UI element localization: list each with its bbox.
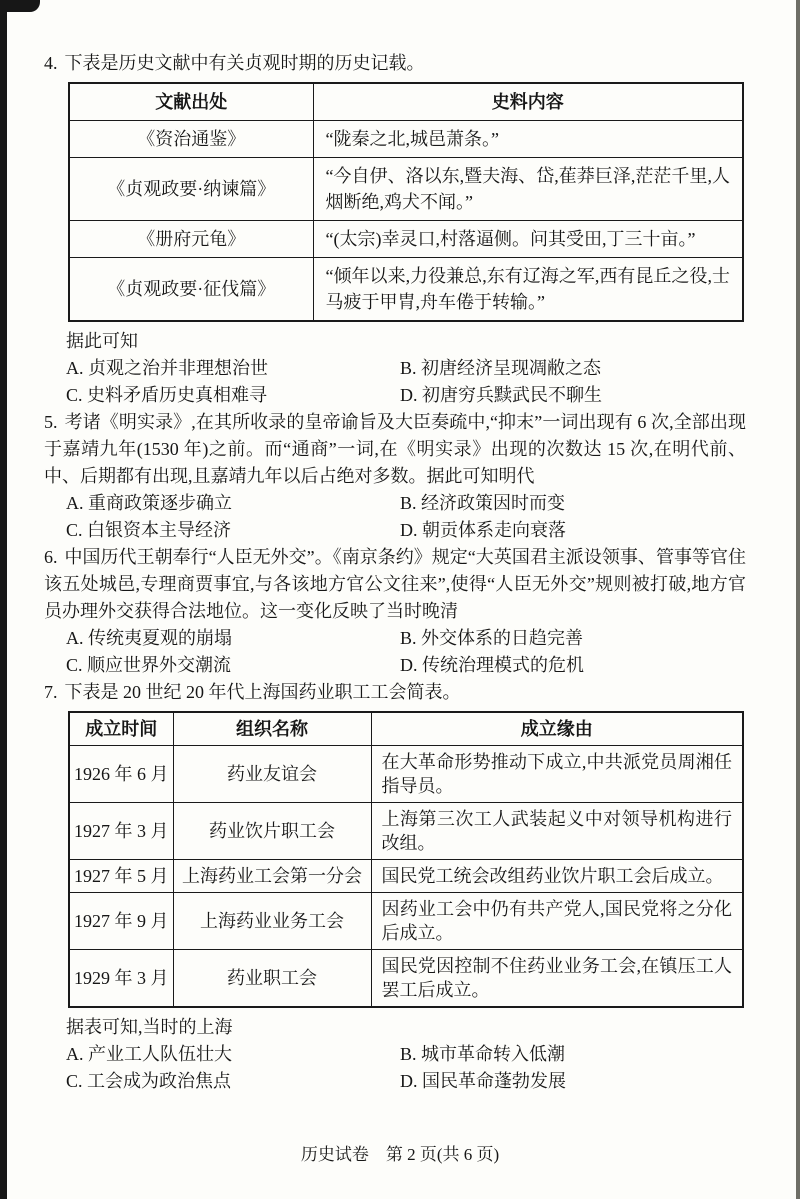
table-row: [69, 950, 743, 1008]
table-cell-name: 药业友谊会: [173, 746, 371, 803]
scan-corner-artifact: [0, 0, 40, 12]
scan-edge-right: [796, 0, 800, 1199]
page-footer: 历史试卷 第 2 页(共 6 页): [300, 1145, 500, 1164]
question-4: [44, 50, 746, 409]
question-7-number: 7.: [44, 682, 58, 702]
table-cell-time: 1927 年 9 月: [69, 893, 173, 950]
option-a: A. 贞观之治并非理想治世: [66, 358, 268, 378]
table-cell-reason: 国民党因控制不住药业业务工会,在镇压工人罢工后成立。: [371, 950, 743, 1008]
option-b: B. 初唐经济呈现凋敝之态: [400, 358, 602, 378]
option-b: B. 外交体系的日趋完善: [400, 628, 584, 648]
question-4-prompt: 据此可知: [66, 331, 138, 351]
question-5-options: [66, 490, 746, 544]
option-c: C. 史料矛盾历史真相难寻: [66, 385, 268, 405]
table-cell-content: “倾年以来,力役兼总,东有辽海之军,西有昆丘之役,士马疲于甲胄,舟车倦于转输。”: [313, 258, 743, 322]
table-cell-name: 药业职工会: [173, 950, 371, 1008]
option-c: C. 工会成为政治焦点: [66, 1071, 232, 1091]
table-cell-name: 上海药业工会第一分会: [173, 860, 371, 893]
scan-edge-left: [0, 0, 7, 1199]
page-content: [44, 50, 746, 1095]
table-cell-reason: 上海第三次工人武装起义中对领导机构进行改组。: [371, 803, 743, 860]
question-5: [44, 409, 746, 544]
question-5-number: 5.: [44, 412, 58, 432]
table-cell-reason: 在大革命形势推动下成立,中共派党员周湘任指导员。: [371, 746, 743, 803]
question-6-options: [66, 625, 746, 679]
table-header-cell: 组织名称: [173, 712, 371, 746]
table-cell-time: 1926 年 6 月: [69, 746, 173, 803]
table-row: [69, 803, 743, 860]
option-a: A. 产业工人队伍壮大: [66, 1044, 232, 1064]
table-header-cell: 文献出处: [69, 83, 313, 121]
option-d: D. 朝贡体系走向衰落: [400, 520, 566, 540]
table-row: [69, 746, 743, 803]
question-7-options: [66, 1041, 746, 1095]
table-header-cell: 成立缘由: [371, 712, 743, 746]
question-6-text: 中国历代王朝奉行“人臣无外交”。《南京条约》规定“大英国君主派设领事、管事等官住该五处城邑,专理商贾事宜,与各该地方官公文往来”,使得“人臣无外交”规则被打破,地方官员办理外交获得合法地位。这一变化反映了当时晚清: [44, 547, 746, 621]
table-row: [69, 158, 743, 221]
table-cell-time: 1927 年 3 月: [69, 803, 173, 860]
question-6: [44, 544, 746, 679]
table-cell-name: 药业饮片职工会: [173, 803, 371, 860]
option-a: A. 重商政策逐步确立: [66, 493, 232, 513]
table-cell-time: 1927 年 5 月: [69, 860, 173, 893]
option-c: C. 顺应世界外交潮流: [66, 655, 232, 675]
table-cell-name: 上海药业业务工会: [173, 893, 371, 950]
table-cell-reason: 因药业工会中仍有共产党人,国民党将之分化后成立。: [371, 893, 743, 950]
question-7-stem: [44, 679, 746, 706]
option-d: D. 传统治理模式的危机: [400, 655, 584, 675]
option-d: D. 初唐穷兵黩武民不聊生: [400, 385, 602, 405]
question-7-prompt: 据表可知,当时的上海: [66, 1017, 233, 1037]
question-4-table: [68, 82, 744, 322]
question-7: [44, 679, 746, 1095]
question-4-stem: [44, 50, 746, 77]
question-7-text: 下表是 20 世纪 20 年代上海国药业职工工会简表。: [64, 682, 461, 702]
table-cell-content: “(太宗)幸灵口,村落逼侧。问其受田,丁三十亩。”: [313, 221, 743, 258]
table-cell-source: 《贞观政要·征伐篇》: [69, 258, 313, 322]
table-row: [69, 258, 743, 322]
option-a: A. 传统夷夏观的崩塌: [66, 628, 232, 648]
question-5-stem: [44, 409, 746, 490]
option-b: B. 城市革命转入低潮: [400, 1044, 566, 1064]
table-row: [69, 860, 743, 893]
table-header-cell: 史料内容: [313, 83, 743, 121]
question-7-table: [68, 711, 744, 1008]
table-cell-source: 《资治通鉴》: [69, 121, 313, 158]
table-cell-source: 《贞观政要·纳谏篇》: [69, 158, 313, 221]
option-d: D. 国民革命蓬勃发展: [400, 1071, 566, 1091]
question-4-text: 下表是历史文献中有关贞观时期的历史记载。: [64, 53, 425, 73]
question-4-number: 4.: [44, 53, 58, 73]
table-row: [69, 221, 743, 258]
table-cell-time: 1929 年 3 月: [69, 950, 173, 1008]
table-cell-content: “今自伊、洛以东,暨夫海、岱,萑莽巨泽,茫茫千里,人烟断绝,鸡犬不闻。”: [313, 158, 743, 221]
question-4-options: [66, 355, 746, 409]
table-header-cell: 成立时间: [69, 712, 173, 746]
table-cell-reason: 国民党工统会改组药业饮片职工会后成立。: [371, 860, 743, 893]
table-header-row: [69, 83, 743, 121]
table-row: [69, 121, 743, 158]
table-header-row: [69, 712, 743, 746]
question-6-number: 6.: [44, 547, 58, 567]
option-c: C. 白银资本主导经济: [66, 520, 232, 540]
question-6-stem: [44, 544, 746, 625]
table-cell-content: “陇秦之北,城邑萧条。”: [313, 121, 743, 158]
table-row: [69, 893, 743, 950]
option-b: B. 经济政策因时而变: [400, 493, 566, 513]
question-5-text: 考诸《明实录》,在其所收录的皇帝谕旨及大臣奏疏中,“抑末”一词出现有 6 次,全部出现于嘉靖九年(1530 年)之前。而“通商”一词,在《明实录》出现的次数达 15 次,在明代前、中、后期都有出现,且嘉靖九年以后占绝对多数。据此可知明代: [44, 412, 746, 486]
table-cell-source: 《册府元龟》: [69, 221, 313, 258]
